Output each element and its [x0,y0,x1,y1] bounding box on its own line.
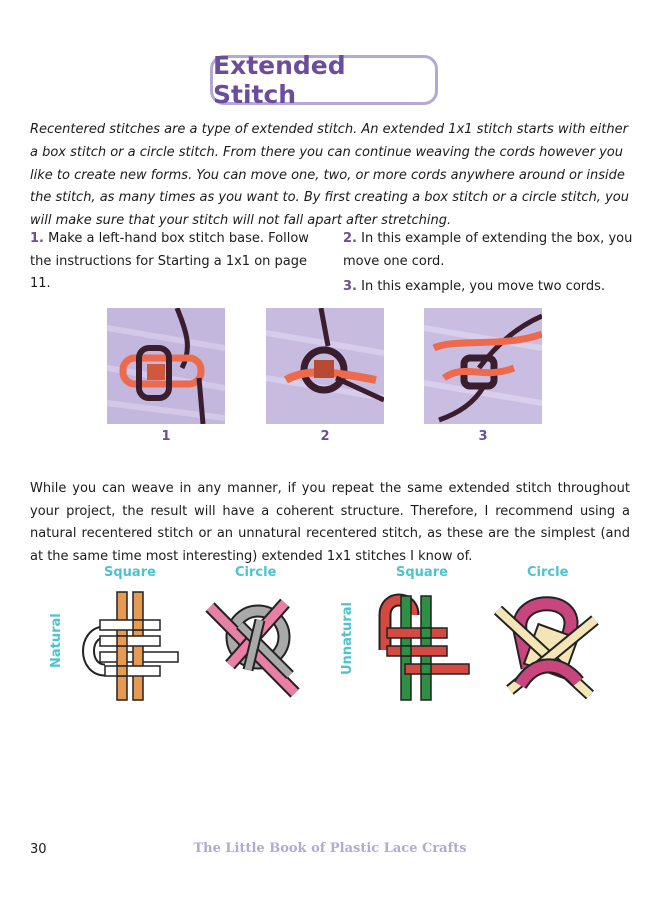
label-circle-unnatural: Circle [527,565,569,580]
photo-step-1 [107,308,225,424]
recommendation-paragraph: While you can weave in any manner, if you repeat the same extended stitch throughout your project, the result will have a coherent structure. Therefore, I recommend using a natural recentered stitch or an unnatural recentered stitch, as these are the simplest (and at the same time most interesting) extended 1x1 stitches I know of. [30,481,630,564]
diagram-unnatural-circle [490,590,605,705]
page-title: Extended Stitch [213,51,346,109]
photo-label-3: 3 [478,429,488,444]
page-number: 30 [30,842,47,857]
book-title: The Little Book of Plastic Lace Crafts [193,841,467,856]
diagram-unnatural-square [365,590,475,705]
step-3 [343,276,633,299]
label-circle-natural: Circle [235,565,277,580]
title-box [210,51,438,109]
diagram-natural-circle [200,595,310,705]
intro-paragraph: Recentered stitches are a type of extended stitch. An extended 1x1 stitch starts with either a box stitch or a circle stitch. From there you can continue weaving the cords however you like to create new forms. You can move one, two, or more cords anywhere around or inside the stitch, as many times as you want to. By first creating a box stitch or a circle stitch, you will make sure that your stitch will not fall apart after stretching. [30,122,629,229]
step-3-text: In this example, you move two cords. [361,279,606,294]
step-1 [30,228,320,296]
step-2-number: 2. [343,231,357,246]
step-1-number: 1. [30,231,44,246]
step-1-text: Make a left-hand box stitch base. Follow the instructions for Starting a 1x1 on page 11. [30,231,309,291]
label-square-natural: Square [104,565,156,580]
photo-label-2: 2 [320,429,330,444]
step-2 [343,228,633,273]
step-3-number: 3. [343,279,357,294]
photo-label-1: 1 [161,429,171,444]
step-2-text: In this example of extending the box, you move one cord. [343,231,633,269]
photo-step-2 [266,308,384,424]
label-natural: Natural [49,613,64,668]
label-square-unnatural: Square [396,565,448,580]
photo-step-3 [424,308,542,424]
label-unnatural: Unnatural [340,602,355,675]
diagram-natural-square [75,590,185,705]
